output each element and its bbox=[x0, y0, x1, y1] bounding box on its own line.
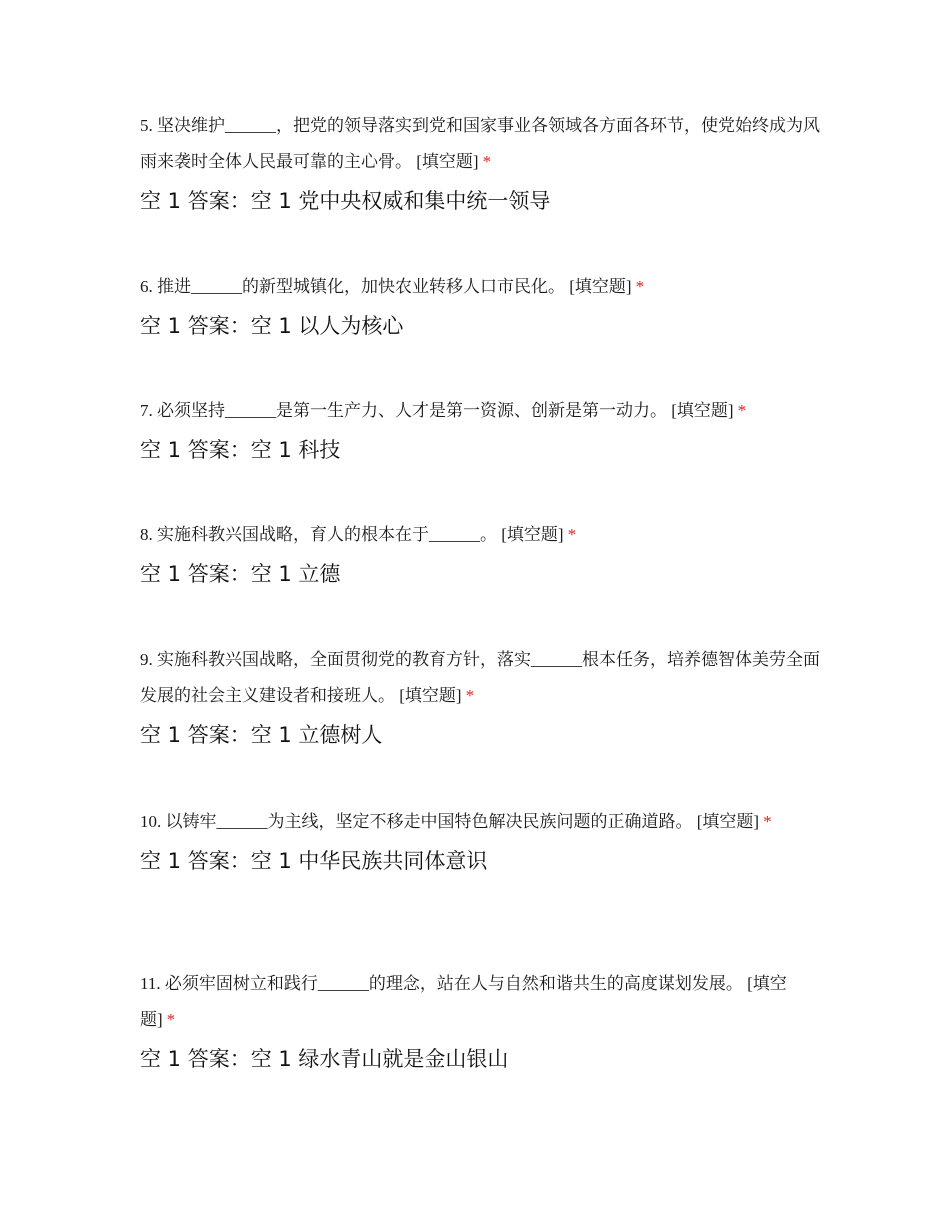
answer-value: 空 1 科技 bbox=[250, 438, 341, 462]
answer-value: 空 1 绿水青山就是金山银山 bbox=[250, 1047, 509, 1071]
question-text-6 bbox=[140, 269, 820, 305]
answer-label: 空 1 答案： bbox=[140, 438, 251, 462]
question-5 bbox=[140, 108, 820, 216]
required-mark: * bbox=[567, 525, 577, 544]
answer-label: 空 1 答案： bbox=[140, 314, 251, 338]
question-type-label: [填空题] bbox=[501, 525, 564, 544]
required-mark: * bbox=[465, 686, 475, 705]
question-type-label: [填空题] bbox=[569, 277, 632, 296]
answer-5 bbox=[140, 186, 820, 216]
answer-10 bbox=[140, 846, 820, 876]
answer-label: 空 1 答案： bbox=[140, 849, 251, 873]
question-type-label: [填空题] bbox=[399, 686, 462, 705]
answer-label: 空 1 答案： bbox=[140, 562, 251, 586]
required-mark: * bbox=[737, 401, 747, 420]
answer-value: 空 1 立德树人 bbox=[250, 723, 383, 747]
answer-9 bbox=[140, 720, 820, 750]
question-text-11 bbox=[140, 966, 820, 1038]
question-type-label: [填空题] bbox=[140, 974, 787, 1029]
question-7 bbox=[140, 393, 820, 465]
answer-6 bbox=[140, 311, 820, 341]
question-type-label: [填空题] bbox=[671, 401, 734, 420]
question-prompt: 7. 必须坚持______是第一生产力、人才是第一资源、创新是第一动力。 bbox=[140, 401, 667, 420]
question-10 bbox=[140, 804, 820, 876]
question-text-9 bbox=[140, 642, 820, 714]
required-mark: * bbox=[482, 152, 492, 171]
question-prompt: 10. 以铸牢______为主线，坚定不移走中国特色解决民族问题的正确道路。 bbox=[140, 812, 693, 831]
answer-label: 空 1 答案： bbox=[140, 723, 251, 747]
question-text-5 bbox=[140, 108, 820, 180]
question-text-10 bbox=[140, 804, 820, 840]
required-mark: * bbox=[166, 1010, 176, 1029]
answer-value: 空 1 中华民族共同体意识 bbox=[250, 849, 488, 873]
question-11 bbox=[140, 966, 820, 1074]
question-type-label: [填空题] bbox=[696, 812, 760, 831]
question-text-8 bbox=[140, 517, 820, 553]
question-type-label: [填空题] bbox=[416, 152, 479, 171]
answer-label: 空 1 答案： bbox=[140, 189, 251, 213]
answer-11 bbox=[140, 1044, 820, 1074]
answer-value: 空 1 党中央权威和集中统一领导 bbox=[250, 189, 551, 213]
question-prompt: 5. 坚决维护______，把党的领导落实到党和国家事业各领域各方面各环节，使党始终成为风雨来袭时全体人民最可靠的主心骨。 bbox=[140, 116, 820, 171]
question-8 bbox=[140, 517, 820, 589]
answer-label: 空 1 答案： bbox=[140, 1047, 251, 1071]
question-9 bbox=[140, 642, 820, 750]
question-prompt: 8. 实施科教兴国战略，育人的根本在于______。 bbox=[140, 525, 497, 544]
answer-value: 空 1 立德 bbox=[250, 562, 341, 586]
required-mark: * bbox=[635, 277, 645, 296]
question-prompt: 9. 实施科教兴国战略，全面贯彻党的教育方针，落实______根本任务，培养德智体美劳全面发展的社会主义建设者和接班人。 bbox=[140, 650, 820, 705]
answer-value: 空 1 以人为核心 bbox=[250, 314, 404, 338]
answer-7 bbox=[140, 435, 820, 465]
question-6 bbox=[140, 269, 820, 341]
question-prompt: 11. 必须牢固树立和践行______的理念，站在人与自然和谐共生的高度谋划发展。 bbox=[140, 974, 743, 993]
question-prompt: 6. 推进______的新型城镇化，加快农业转移人口市民化。 bbox=[140, 277, 565, 296]
answer-8 bbox=[140, 559, 820, 589]
required-mark: * bbox=[763, 812, 772, 831]
question-text-7 bbox=[140, 393, 820, 429]
